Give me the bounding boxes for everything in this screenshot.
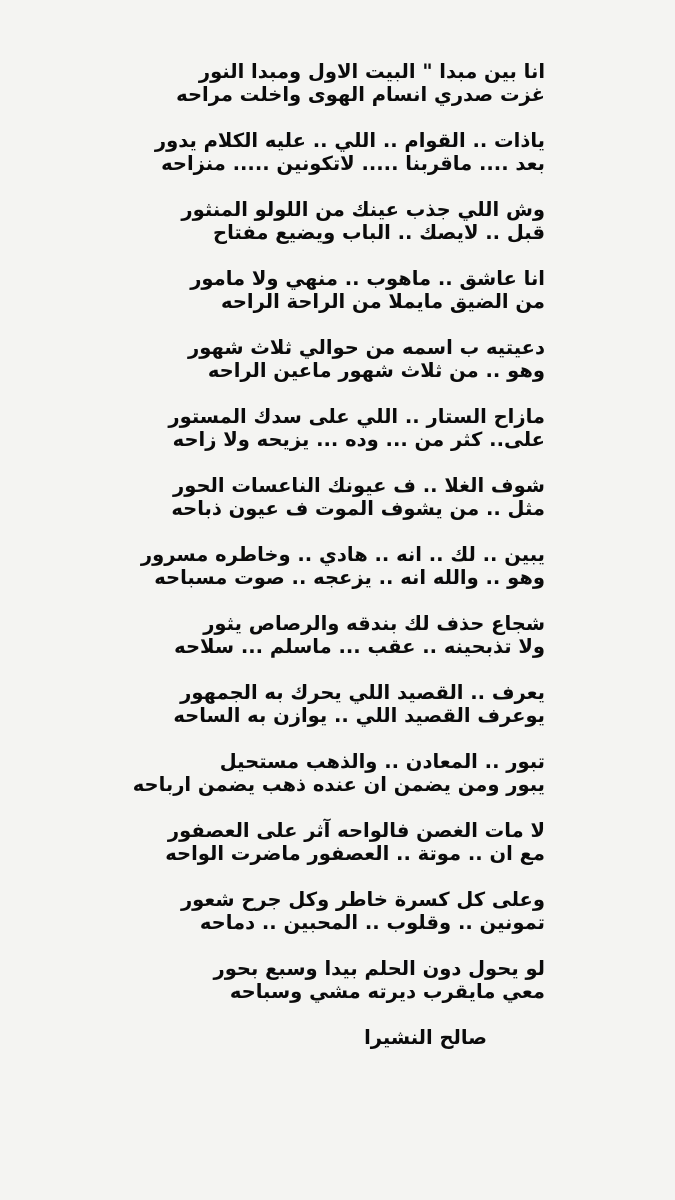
verse-line: مازاح الستار .. اللي على سدك المستور <box>168 405 545 428</box>
verse-line: لا مات الغصن فالواحه آثر على العصفور <box>167 819 545 842</box>
stanza <box>85 198 545 244</box>
stanza <box>85 267 545 313</box>
stanza <box>85 681 545 727</box>
verse-line: مثل .. من يشوف الموت ف عيون ذباحه <box>171 497 545 520</box>
verse-line: يوعرف القصيد اللي .. يوازن به الساحه <box>173 704 545 727</box>
verse-line: تبور .. المعادن .. والذهب مستحيل <box>219 750 545 773</box>
verse-line: وهو .. والله انه .. يزعجه .. صوت مسباحه <box>154 566 545 589</box>
verse-line: بعد .... ماقربنا ..... لاتكونين ..... منزاحه <box>161 152 545 175</box>
stanza <box>85 750 545 796</box>
verse-line: ياذات .. القوام .. اللي .. عليه الكلام يدور <box>154 129 545 152</box>
verse-line: لو يحول دون الحلم بيدا وسبع بحور <box>213 957 545 980</box>
verse-line: قبل .. لايصك .. الباب ويضيع مفتاح <box>213 221 545 244</box>
verse-line: تمونين .. وقلوب .. المحبين .. دماحه <box>199 911 545 934</box>
stanza <box>85 129 545 175</box>
stanza <box>85 405 545 451</box>
stanza <box>85 60 545 106</box>
verse-line: دعيتيه ب اسمه من حوالي ثلاث شهور <box>188 336 545 359</box>
verse-line: غزت صدري انسام الهوى واخلت مراحه <box>176 83 545 106</box>
verse-line: يعرف .. القصيد اللي يحرك به الجمهور <box>180 681 545 704</box>
verse-line: مع ان .. موتة .. العصفور ماضرت الواحه <box>165 842 545 865</box>
verse-line: ولا تذبحينه .. عقب ... ماسلم ... سلاحه <box>174 635 545 658</box>
verse-line: وهو .. من ثلاث شهور ماعين الراحه <box>207 359 545 382</box>
verse-line: معي مايقرب ديرته مشي وسباحه <box>229 980 545 1003</box>
verse-line: يبين .. لك .. انه .. هادي .. وخاطره مسرور <box>140 543 545 566</box>
stanza <box>85 888 545 934</box>
stanza <box>85 543 545 589</box>
stanza <box>85 612 545 658</box>
verse-line: شجاع حذف لك بندقه والرصاص يثور <box>203 612 545 635</box>
poem-text <box>85 60 545 1049</box>
verse-line: يبور ومن يضمن ان عنده ذهب يضمن ارباحه <box>132 773 545 796</box>
verse-line: وعلى كل كسرة خاطر وكل جرح شعور <box>180 888 545 911</box>
stanza <box>85 819 545 865</box>
verse-line: على.. كثر من ... وده ... يزيحه ولا زاحه <box>172 428 545 451</box>
stanza <box>85 957 545 1003</box>
verse-line: شوف الغلا .. ف عيونك الناعسات الحور <box>173 474 545 497</box>
verse-line: انا بين مبدا " البيت الاول ومبدا النور <box>198 60 545 83</box>
verse-line: من الضيق مايملا من الراحة الراحه <box>221 290 545 313</box>
verse-line: وش اللي جذب عينك من اللولو المنثور <box>181 198 545 221</box>
stanza <box>85 336 545 382</box>
stanza <box>85 474 545 520</box>
verse-line: انا عاشق .. ماهوب .. منهي ولا مامور <box>190 267 545 290</box>
poet-signature: صالح النشيرا <box>364 1026 487 1049</box>
